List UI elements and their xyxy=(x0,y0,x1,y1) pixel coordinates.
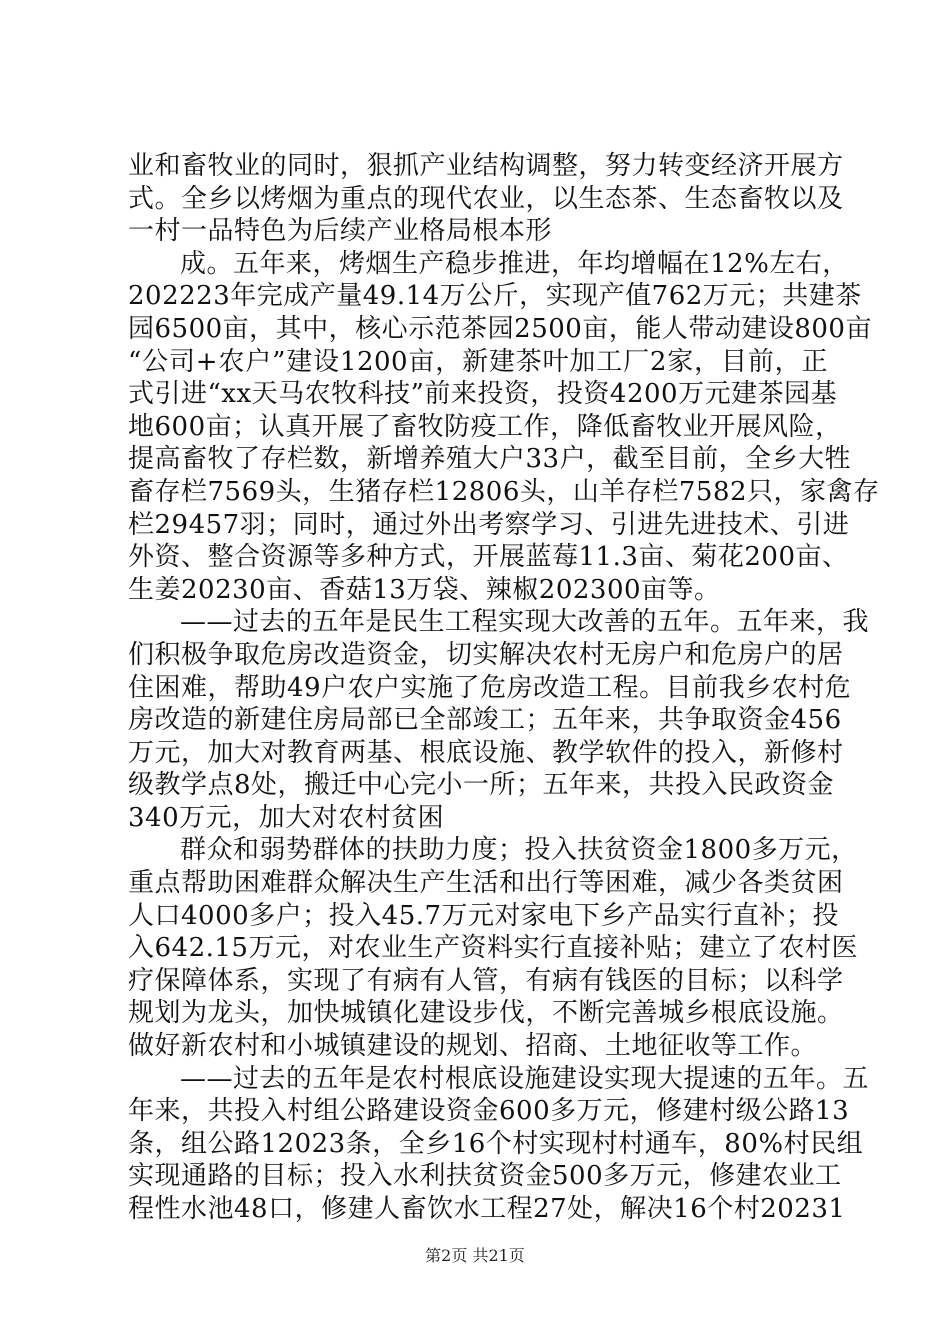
text-line: 规划为龙头，加快城镇化建设步伐，不断完善城乡根底设施。 xyxy=(128,998,844,1029)
text-line: 一村一品特色为后续产业格局根本形 xyxy=(128,216,553,247)
text-line: 实现通路的目标；投入水利扶贫资金500多万元，修建农业工 xyxy=(128,1161,842,1192)
text-line: 住困难，帮助49户农户实施了危房改造工程。目前我乡农村危 xyxy=(128,672,852,703)
text-line: 万元，加大对教育两基、根底设施、教学软件的投入，新修村 xyxy=(128,737,844,768)
document-body xyxy=(128,150,880,1226)
text-line: 条，组公路12023条，全乡16个村实现村村通车，80%村民组 xyxy=(128,1128,864,1159)
paragraph-poverty-support xyxy=(128,834,858,1062)
paragraph-infrastructure xyxy=(128,1063,870,1226)
text-line: 生姜20230亩、香菇13万袋、辣椒202300亩等。 xyxy=(128,574,721,605)
text-line: 人口4000多户；投入45.7万元对家电下乡产品实行直补；投 xyxy=(128,900,840,931)
text-line: ——过去的五年是民生工程实现大改善的五年。五年来，我 xyxy=(180,607,870,638)
text-line: 级教学点8处，搬迁中心完小一所；五年来，共投入民政资金 xyxy=(128,770,835,801)
text-line: 程性水池48口，修建人畜饮水工程27处，解决16个村20231 xyxy=(128,1194,846,1224)
paragraph-agriculture-intro xyxy=(128,150,844,248)
text-line: 年来，共投入村组公路建设资金600多万元，修建村级公路13 xyxy=(128,1096,850,1127)
text-line: 疗保障体系，实现了有病有人管，有病有钱医的目标；以科学 xyxy=(128,965,844,996)
text-line: 式引进“xx天马农牧科技”前来投资，投资4200万元建茶园基 xyxy=(128,379,838,410)
text-line: 畜存栏7569头，生猪存栏12806头，山羊存栏7582只，家禽存 xyxy=(128,476,880,507)
text-line: 式。全乡以烤烟为重点的现代农业，以生态茶、生态畜牧以及 xyxy=(128,183,844,214)
text-line: ——过去的五年是农村根底设施建设实现大提速的五年。五 xyxy=(180,1063,870,1094)
text-line: 提高畜牧了存栏数，新增养殖大户33户，截至目前，全乡大牲 xyxy=(128,444,852,475)
text-line: 业和畜牧业的同时，狠抓产业结构调整，努力转变经济开展方 xyxy=(128,151,844,181)
text-line: 外资、整合资源等多种方式，开展蓝莓11.3亩、菊花200亩、 xyxy=(128,542,849,573)
paragraph-agriculture-results xyxy=(128,248,880,607)
text-line: 们积极争取危房改造资金，切实解决农村无房户和危房户的居 xyxy=(128,639,844,670)
text-line: 群众和弱势群体的扶助力度；投入扶贫资金1800多万元， xyxy=(180,835,858,866)
text-line: 入642.15万元，对农业生产资料实行直接补贴；建立了农村医 xyxy=(128,933,858,964)
text-line: 202223年完成产量49.14万公斤，实现产值762万元；共建茶 xyxy=(128,281,862,312)
text-line: 成。五年来，烤烟生产稳步推进，年均增幅在12%左右， xyxy=(180,248,849,279)
paragraph-livelihood xyxy=(128,606,870,834)
page-number-footer: 第2页 共21页 xyxy=(425,1246,525,1265)
text-line: 做好新农村和小城镇建设的规划、招商、土地征收等工作。 xyxy=(128,1031,818,1062)
text-line: 地600亩；认真开展了畜牧防疫工作，降低畜牧业开展风险， xyxy=(128,411,842,442)
text-line: 园6500亩，其中，核心示范茶园2500亩，能人带动建设800亩 xyxy=(128,313,872,344)
text-line: “公司+农户”建设1200亩，新建茶叶加工厂2家，目前，正 xyxy=(128,346,828,377)
text-line: 重点帮助困难群众解决生产生活和出行等困难，减少各类贫困 xyxy=(128,868,844,899)
text-line: 340万元，加大对农村贫困 xyxy=(128,802,445,833)
text-line: 栏29457羽；同时，通过外出考察学习、引进先进技术、引进 xyxy=(128,509,850,540)
text-line: 房改造的新建住房局部已全部竣工；五年来，共争取资金456 xyxy=(128,705,842,736)
